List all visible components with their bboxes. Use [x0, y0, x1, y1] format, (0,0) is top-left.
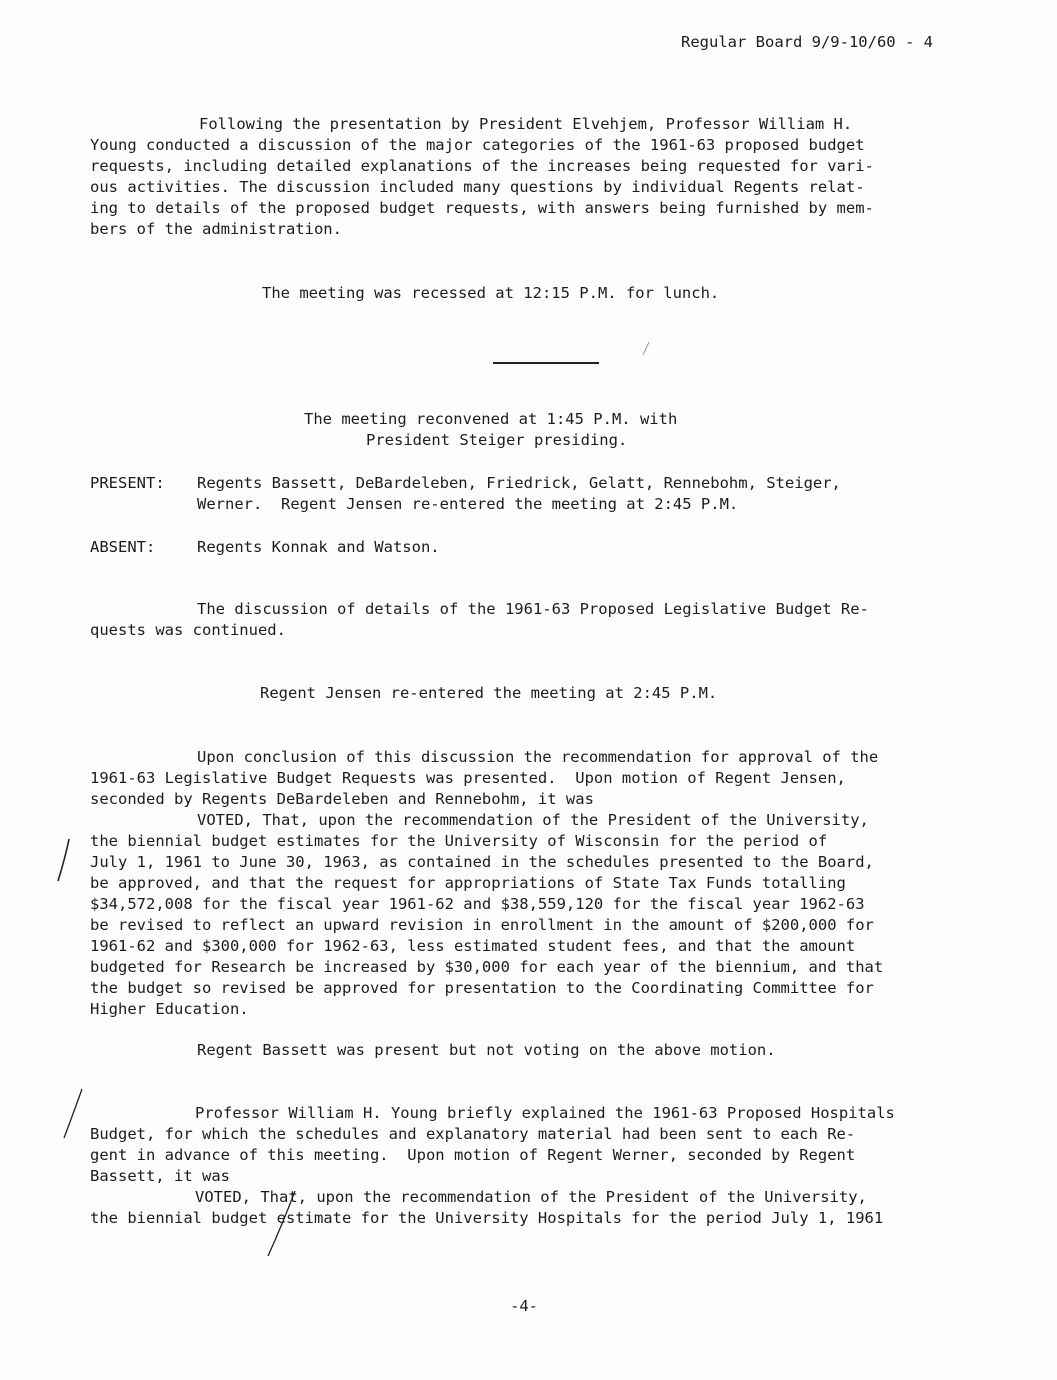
stray-pencil-mark — [640, 340, 652, 358]
text-line: bers of the administration. — [90, 220, 342, 238]
text-line: be approved, and that the request for appropriations of State Tax Funds totalling — [90, 874, 846, 892]
text-line: President Steiger presiding. — [366, 431, 628, 449]
running-head: Regular Board 9/9-10/60 - 4 — [681, 33, 933, 51]
text-line: VOTED, That, upon the recommendation of the President of the University, — [195, 1188, 867, 1206]
text-line: the biennial budget estimate for the University Hospitals for the period July 1, 1961 — [90, 1209, 884, 1227]
text-line: be revised to reflect an upward revision in enrollment in the amount of $200,000 for — [90, 916, 874, 934]
text-line: Regents Bassett, DeBardeleben, Friedrick, Gelatt, Rennebohm, Steiger, — [197, 474, 841, 492]
text-line: ing to details of the proposed budget requests, with answers being furnished by mem- — [90, 199, 874, 217]
text-line: gent in advance of this meeting. Upon motion of Regent Werner, seconded by Regent — [90, 1146, 856, 1164]
page-number: -4- — [510, 1297, 538, 1315]
text-line: VOTED, That, upon the recommendation of the President of the University, — [197, 811, 869, 829]
text-line: $34,572,008 for the fiscal year 1961-62 and $38,559,120 for the fiscal year 1962-63 — [90, 895, 865, 913]
text-line: 1961-63 Legislative Budget Requests was presented. Upon motion of Regent Jensen, — [90, 769, 846, 787]
margin-check-mark — [58, 1086, 88, 1142]
text-line: Regents Konnak and Watson. — [197, 538, 440, 556]
text-line: Bassett, it was — [90, 1167, 230, 1185]
text-line: The discussion of details of the 1961-63 Proposed Legislative Budget Re- — [197, 600, 869, 618]
text-line: Higher Education. — [90, 1000, 249, 1018]
text-line: Young conducted a discussion of the major categories of the 1961-63 proposed budget — [90, 136, 865, 154]
section-divider — [493, 362, 599, 364]
text-line: seconded by Regents DeBardeleben and Rennebohm, it was — [90, 790, 594, 808]
present-label: PRESENT: — [90, 474, 165, 492]
text-line: Professor William H. Young briefly explained the 1961-63 Proposed Hospitals — [195, 1104, 895, 1122]
text-line: Upon conclusion of this discussion the recommendation for approval of the — [197, 748, 879, 766]
text-line: the biennial budget estimates for the University of Wisconsin for the period of — [90, 832, 828, 850]
text-line: The meeting reconvened at 1:45 P.M. with — [304, 410, 678, 428]
handwritten-slash-mark — [262, 1188, 302, 1260]
margin-check-mark — [54, 836, 74, 884]
text-line: Budget, for which the schedules and explanatory material had been sent to each Re- — [90, 1125, 856, 1143]
text-line: budgeted for Research be increased by $30,000 for each year of the biennium, and that — [90, 958, 884, 976]
text-line: Werner. Regent Jensen re-entered the meeting at 2:45 P.M. — [197, 495, 739, 513]
absent-label: ABSENT: — [90, 538, 156, 556]
text-line: 1961-62 and $300,000 for 1962-63, less estimated student fees, and that the amount — [90, 937, 856, 955]
text-line: quests was continued. — [90, 621, 286, 639]
text-line: requests, including detailed explanations of the increases being requested for vari- — [90, 157, 874, 175]
text-line: Following the presentation by President Elvehjem, Professor William H. — [199, 115, 853, 133]
jensen-note: Regent Jensen re-entered the meeting at 2:45 P.M. — [260, 684, 718, 702]
text-line: ous activities. The discussion included many questions by individual Regents relat- — [90, 178, 865, 196]
text-line: July 1, 1961 to June 30, 1963, as contained in the schedules presented to the Board, — [90, 853, 874, 871]
text-line: the budget so revised be approved for presentation to the Coordinating Committee for — [90, 979, 874, 997]
recess-line: The meeting was recessed at 12:15 P.M. for lunch. — [262, 284, 720, 302]
bassett-note: Regent Bassett was present but not voting on the above motion. — [197, 1041, 776, 1059]
